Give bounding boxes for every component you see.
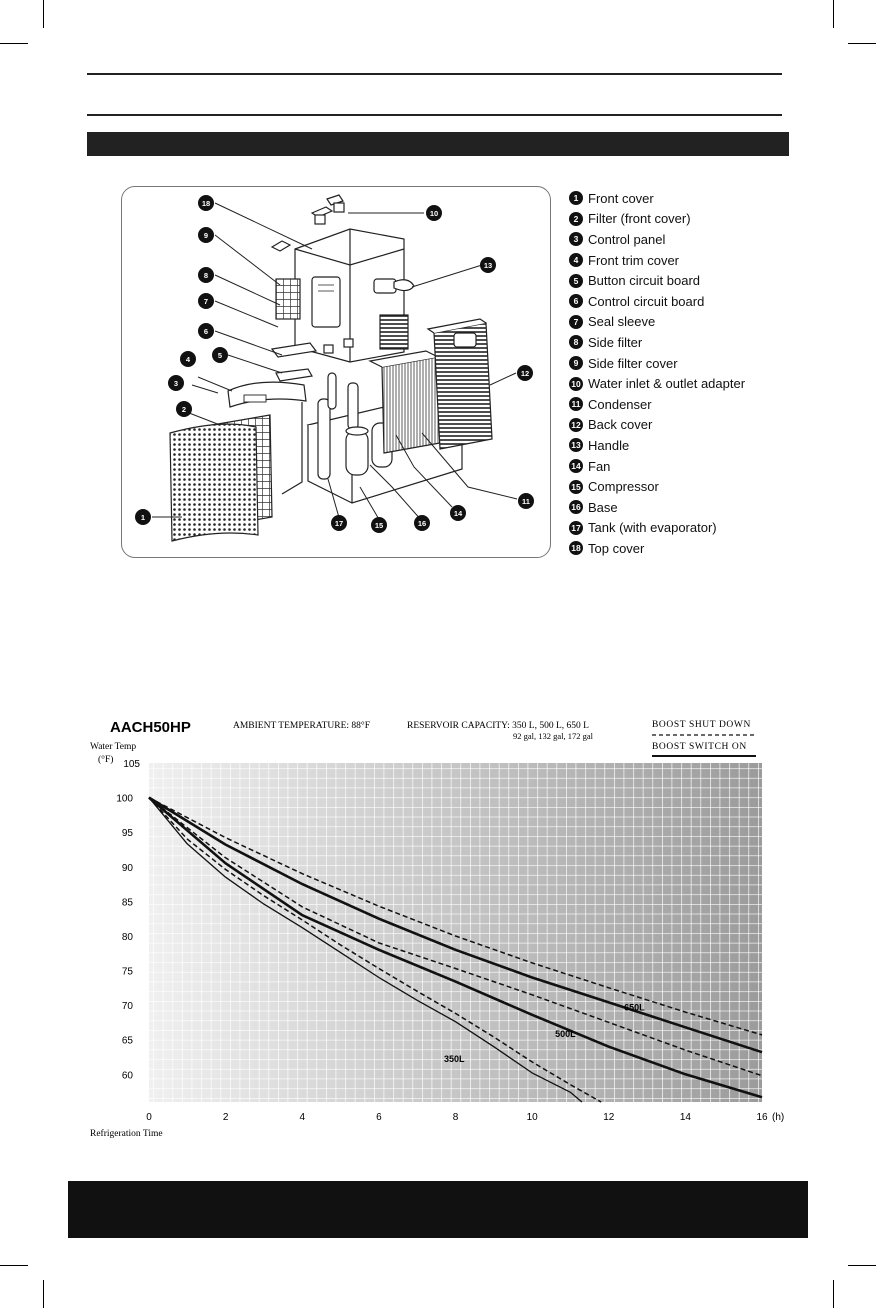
callout-7: [198, 293, 214, 309]
legend-label: Control panel: [588, 231, 666, 247]
callout-12: [517, 365, 533, 381]
legend-item: [569, 270, 809, 291]
number-badge: 2: [569, 212, 583, 226]
svg-text:6: 6: [203, 327, 209, 336]
x-axis: [146, 1112, 768, 1123]
svg-text:12: 12: [520, 369, 530, 378]
legend-item: [569, 332, 809, 353]
number-badge: 13: [569, 438, 583, 452]
svg-text:10: 10: [429, 209, 439, 218]
crop-mark: [848, 43, 876, 44]
number-badge: 9: [569, 356, 583, 370]
legend-item: [569, 415, 809, 436]
svg-text:8: 8: [203, 271, 209, 280]
svg-text:5: 5: [217, 351, 223, 360]
chart-title: AACH50HP: [110, 719, 191, 736]
crop-mark: [43, 1280, 44, 1308]
callout-17: [331, 515, 347, 531]
y-tick-label: 65: [121, 1035, 133, 1047]
svg-text:16: 16: [417, 519, 427, 528]
x-tick-label: 4: [299, 1112, 306, 1123]
callout-13: [480, 257, 496, 273]
legend-label: Compressor: [588, 479, 659, 495]
x-tick-label: 0: [146, 1112, 152, 1123]
series-label: 650L: [624, 1002, 645, 1013]
legend-label: Tank (with evaporator): [588, 520, 717, 536]
x-axis-title: Refrigeration Time: [90, 1129, 163, 1139]
header-rule-bottom: [87, 114, 782, 116]
crop-mark: [0, 1265, 28, 1266]
number-badge: 14: [569, 459, 583, 473]
legend-item: [569, 209, 809, 230]
y-axis-title: Water Temp: [90, 742, 137, 752]
legend-label: Handle: [588, 437, 630, 453]
legend-label: Condenser: [588, 396, 652, 412]
callout-1: [135, 509, 151, 525]
legend-item: [569, 497, 809, 518]
series-label: 350L: [444, 1053, 465, 1064]
legend-label: Control circuit board: [588, 293, 705, 309]
x-tick-label: 8: [452, 1112, 459, 1123]
callout-2: [176, 401, 192, 417]
crop-mark: [833, 1280, 834, 1308]
number-badge: 7: [569, 315, 583, 329]
callout-4: [180, 351, 196, 367]
legend-label: Top cover: [588, 540, 645, 556]
crop-mark: [833, 0, 834, 28]
y-tick-label: 85: [121, 897, 133, 909]
x-tick-label: 14: [679, 1112, 691, 1123]
x-tick-label: 12: [603, 1112, 615, 1123]
legend-item: [569, 373, 809, 394]
footer-bar: [68, 1181, 808, 1238]
callout-8: [198, 267, 214, 283]
y-tick-label: 70: [121, 1001, 133, 1013]
legend-item: [569, 456, 809, 477]
number-badge: 12: [569, 418, 583, 432]
crop-mark: [43, 0, 44, 28]
exploded-diagram-drawing: [122, 187, 550, 557]
legend-label: Front trim cover: [588, 252, 680, 268]
y-axis: [116, 759, 140, 1081]
legend-solid-label: BOOST SWITCH ON: [652, 742, 747, 752]
x-tick-label: 16: [756, 1112, 768, 1123]
callout-9: [198, 227, 214, 243]
legend-label: Side filter cover: [588, 355, 678, 371]
cooling-chart: [86, 710, 786, 1150]
ambient-label: AMBIENT TEMPERATURE: 88°F: [233, 721, 370, 731]
number-badge: 1: [569, 191, 583, 205]
svg-text:17: 17: [334, 519, 344, 528]
svg-text:3: 3: [173, 379, 179, 388]
svg-text:2: 2: [181, 405, 187, 414]
callout-10: [426, 205, 442, 221]
legend-label: Button circuit board: [588, 273, 701, 289]
legend-item: [569, 229, 809, 250]
crop-mark: [848, 1265, 876, 1266]
cooling-chart-svg: [86, 710, 786, 1150]
callout-6: [198, 323, 214, 339]
svg-text:4: 4: [185, 355, 191, 364]
y-tick-label: 105: [123, 759, 140, 770]
svg-text:13: 13: [483, 261, 493, 270]
y-tick-label: 90: [121, 862, 133, 874]
legend-label: Side filter: [588, 334, 643, 350]
legend-label: Filter (front cover): [588, 211, 691, 227]
x-tick-label: 2: [222, 1112, 229, 1123]
svg-text:14: 14: [453, 509, 463, 518]
svg-text:1: 1: [140, 513, 146, 522]
legend-dashed-label: BOOST SHUT DOWN: [652, 720, 751, 730]
legend-item: [569, 538, 809, 559]
y-tick-label: 80: [121, 931, 133, 943]
number-badge: 11: [569, 397, 583, 411]
number-badge: 3: [569, 232, 583, 246]
section-title-bar: [87, 132, 789, 156]
legend-item: [569, 312, 809, 333]
parts-legend: [569, 188, 809, 559]
svg-text:9: 9: [203, 231, 209, 240]
y-tick-label: 60: [121, 1070, 133, 1082]
callout-15: [371, 517, 387, 533]
callout-3: [168, 375, 184, 391]
legend-item: [569, 435, 809, 456]
y-tick-label: 95: [121, 828, 133, 840]
x-tick-label: 10: [526, 1112, 538, 1123]
number-badge: 8: [569, 335, 583, 349]
svg-text:11: 11: [522, 497, 530, 506]
legend-item: [569, 291, 809, 312]
number-badge: 16: [569, 500, 583, 514]
x-axis-unit: (h): [772, 1112, 785, 1123]
legend-label: Water inlet & outlet adapter: [588, 376, 746, 392]
callout-16: [414, 515, 430, 531]
number-badge: 17: [569, 521, 583, 535]
number-badge: 5: [569, 274, 583, 288]
legend-label: Fan: [588, 458, 611, 474]
callout-5: [212, 347, 228, 363]
legend-item: [569, 476, 809, 497]
legend-label: Base: [588, 499, 618, 515]
reservoir-gal-label: 92 gal, 132 gal, 172 gal: [513, 731, 594, 741]
callout-14: [450, 505, 466, 521]
plot-grid: [149, 763, 762, 1102]
x-tick-label: 6: [376, 1112, 382, 1123]
number-badge: 4: [569, 253, 583, 267]
number-badge: 10: [569, 377, 583, 391]
crop-mark: [0, 43, 28, 44]
y-tick-label: 75: [121, 966, 133, 978]
legend-item: [569, 394, 809, 415]
number-badge: 15: [569, 480, 583, 494]
legend-item: [569, 353, 809, 374]
svg-text:18: 18: [201, 199, 211, 208]
legend-label: Seal sleeve: [588, 314, 656, 330]
exploded-diagram: [121, 186, 551, 558]
number-badge: 18: [569, 541, 583, 555]
series-label: 500L: [555, 1028, 576, 1039]
y-axis-unit: (°F): [98, 755, 114, 765]
reservoir-label: RESERVOIR CAPACITY: 350 L, 500 L, 650 L: [407, 721, 589, 731]
callout-18: [198, 195, 214, 211]
legend-item: [569, 518, 809, 539]
svg-text:7: 7: [203, 297, 209, 306]
header-rule-top: [87, 73, 782, 75]
number-badge: 6: [569, 294, 583, 308]
y-tick-label: 100: [116, 793, 133, 805]
legend-item: [569, 188, 809, 209]
callout-11: [518, 493, 534, 509]
legend-label: Front cover: [588, 190, 654, 206]
svg-text:15: 15: [374, 521, 384, 530]
legend-label: Back cover: [588, 417, 653, 433]
legend-item: [569, 250, 809, 271]
